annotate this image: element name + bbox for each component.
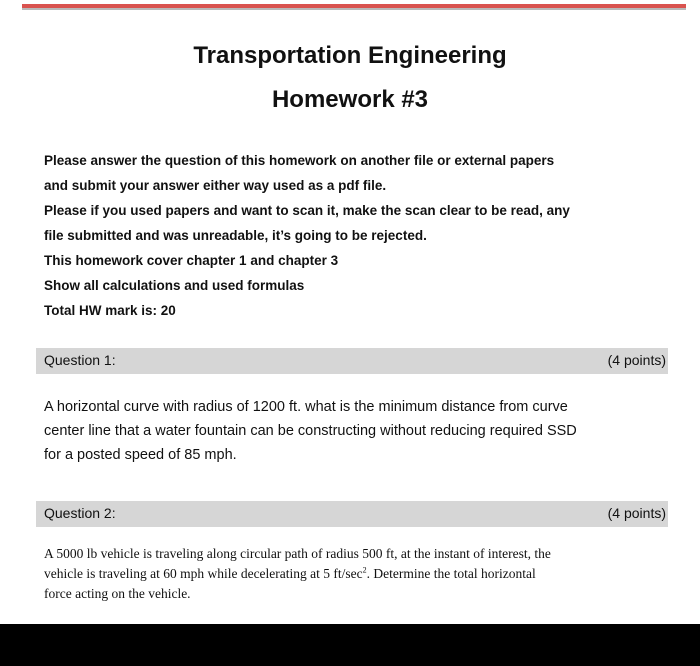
question-1-text bbox=[44, 395, 674, 467]
instruction-line: Please if you used papers and want to scan it, make the scan clear to be read, any bbox=[44, 203, 570, 218]
question-2-line bbox=[44, 564, 680, 584]
question-2-label: Question 2: bbox=[44, 505, 116, 521]
top-rule-shadow bbox=[22, 8, 686, 10]
question-1-line: for a posted speed of 85 mph. bbox=[44, 447, 237, 463]
question-2-header bbox=[36, 501, 668, 527]
question-1-points: (4 points) bbox=[607, 352, 666, 368]
question-1-header bbox=[36, 348, 668, 374]
question-2-text bbox=[44, 544, 680, 604]
instruction-line: Total HW mark is: 20 bbox=[44, 303, 176, 318]
question-1-label: Question 1: bbox=[44, 352, 116, 368]
question-2-line: force acting on the vehicle. bbox=[44, 586, 191, 601]
instruction-line: file submitted and was unreadable, it’s going to be rejected. bbox=[44, 228, 427, 243]
document-title: Transportation Engineering bbox=[193, 42, 507, 69]
question-2-points: (4 points) bbox=[607, 505, 666, 521]
question-1-line: A horizontal curve with radius of 1200 ft. what is the minimum distance from curve bbox=[44, 399, 568, 415]
question-2-line-part: vehicle is traveling at 60 mph while decelerating at 5 ft/sec bbox=[44, 566, 363, 581]
instruction-line: and submit your answer either way used as a pdf file. bbox=[44, 178, 387, 193]
instructions-block bbox=[44, 148, 664, 323]
question-2-line: A 5000 lb vehicle is traveling along circular path of radius 500 ft, at the instant of interest, the bbox=[44, 546, 551, 561]
instruction-line: This homework cover chapter 1 and chapter 3 bbox=[44, 253, 339, 268]
document-subtitle: Homework #3 bbox=[271, 86, 429, 113]
question-2-superscript: 2 bbox=[362, 565, 367, 575]
question-2-line-part: . Determine the total horizontal bbox=[366, 566, 536, 581]
instruction-line: Show all calculations and used formulas bbox=[44, 278, 305, 293]
instruction-line: Please answer the question of this homework on another file or external papers bbox=[44, 153, 555, 168]
question-1-line: center line that a water fountain can be constructing without reducing required SSD bbox=[44, 423, 577, 439]
